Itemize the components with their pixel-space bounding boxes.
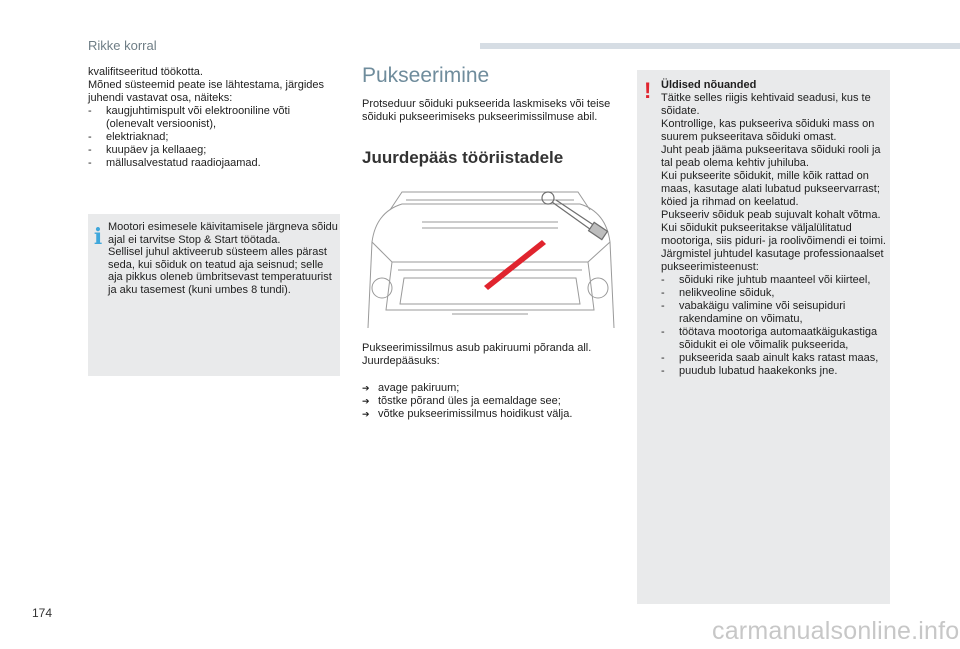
warning-list [661, 274, 887, 378]
list-item: - elektriaknad; [88, 131, 338, 144]
left-list [88, 105, 338, 170]
subheading: Juurdepääs tööriistadele [362, 148, 564, 167]
header-bar [480, 43, 960, 49]
intro-text: Protseduur sõiduki pukseerida laskmiseks või teise sõiduki pukseerimiseks pukseerimissilmuse abil. [362, 98, 611, 123]
watermark: carmanualsonline.info [712, 617, 960, 645]
trunk-illustration [362, 182, 618, 330]
list-item: - kaugjuhtimispult või elektrooniline võti (olenevalt versioonist), [88, 105, 338, 131]
list-item: - vabakäigu valimine või seisupiduri rakendamine on võimatu, [661, 300, 887, 326]
caption-text: Pukseerimissilmus asub pakiruumi põranda all. Juurdepääsuks: [362, 342, 592, 367]
list-item: ➔ tõstke põrand üles ja eemaldage see; [362, 395, 627, 408]
list-item: - puudub lubatud haakekonks jne. [661, 365, 887, 378]
steps-list [362, 382, 627, 421]
warning-text: Täitke selles riigis kehtivaid seadusi, kus te sõidate. Kontrollige, kas pukseeriva sõiduki mass on suurem pukseeritava sõiduki omast. Juht peab jääma pukseeritava sõiduki rooli ja tal peab olema kehtiv juhiluba. Kui pukseerite sõidukit, mille kõik rattad on maas, kasutage alati lubatud pukseervarrast; köied ja rihmad on keelatud. Pukseeriv sõiduk peab sujuvalt kohalt võtma. Kui sõidukit pukseeritakse väljalülitatud mootoriga, siis piduri- ja roolivõimendi ei toimi. Järgmistel juhtudel kasutage professionaalset pukseerimisteenust: [661, 92, 886, 273]
info-icon: i [93, 224, 103, 250]
header-title: Rikke korral [88, 38, 157, 53]
middle-column [362, 64, 627, 421]
list-item: - pukseerida saab ainult kaks ratast maas, [661, 352, 887, 365]
info-text: Mootori esimesele käivitamisele järgneva sõidu ajal ei tarvitse Stop & Start töötada. Sellisel juhul aktiveerub süsteem alles pärast seda, kui sõiduk on teatud aja seisnud; selle aja pikkus oleneb ümbritsevast temperatuurist ja aku tasemest (kuni umbes 8 tundi). [108, 221, 338, 296]
list-item: - mällusalvestatud raadiojaamad. [88, 157, 338, 170]
warning-text-block [661, 92, 887, 378]
list-item: - töötava mootoriga automaatkäigukastiga sõidukit ei ole võimalik pukseerida, [661, 326, 887, 352]
section-heading: Pukseerimine [362, 64, 490, 87]
left-column [88, 66, 338, 170]
list-item: - kuupäev ja kellaaeg; [88, 144, 338, 157]
warning-icon: ! [644, 78, 652, 103]
list-item: - nelikveoline sõiduk, [661, 287, 887, 300]
list-item: ➔ võtke pukseerimissilmus hoidikust välja. [362, 408, 627, 421]
warning-title: Üldised nõuanded [661, 79, 757, 91]
pointer-arrow-icon [484, 240, 546, 290]
list-item: ➔ avage pakiruum; [362, 382, 627, 395]
page-number: 174 [32, 606, 53, 620]
warning-box [637, 70, 890, 604]
left-paragraph: kvalifitseeritud töökotta. Mõned süsteemid peate ise lähtestama, järgides juhendi vastavat osa, näiteks: [88, 66, 325, 104]
list-item: - sõiduki rike juhtub maanteel või kiirteel, [661, 274, 887, 287]
info-box [88, 214, 340, 376]
